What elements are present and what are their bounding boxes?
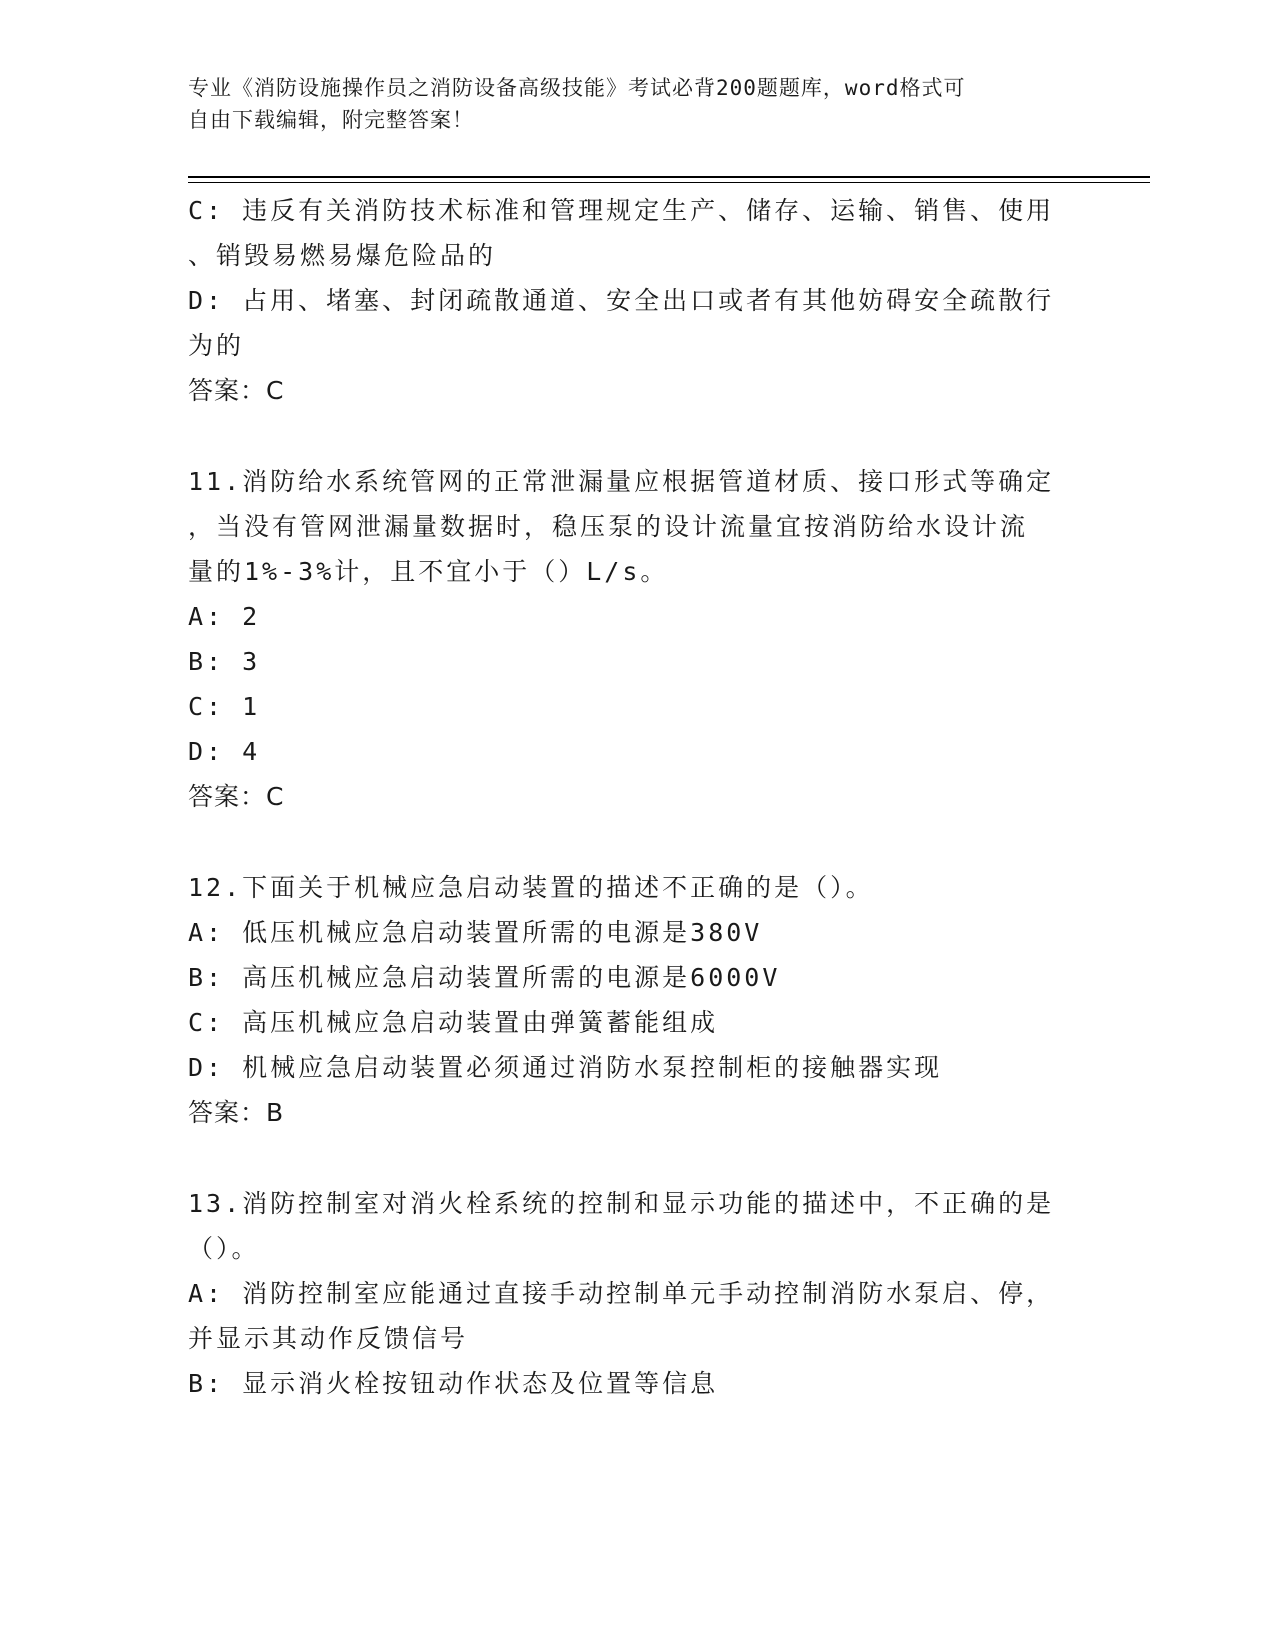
question-stem-line-2: （）。: [188, 1234, 260, 1263]
question-12: [188, 865, 1088, 1135]
option-c: C: 1: [188, 692, 261, 721]
question-stem-line-1: 11.消防给水系统管网的正常泄漏量应根据管道材质、接口形式等确定: [188, 467, 1055, 496]
option-a: A: 2: [188, 602, 261, 631]
question-stem-line-3: 量的1%-3%计，且不宜小于（）L/s。: [188, 557, 669, 586]
spacer: [188, 413, 1088, 459]
header-line-1: 专业《消防设施操作员之消防设备高级技能》考试必背200题题库，word格式可: [188, 76, 966, 100]
question-stem-line-1: 13.消防控制室对消火栓系统的控制和显示功能的描述中，不正确的是: [188, 1189, 1055, 1218]
document-header: [188, 72, 1068, 136]
header-line-2: 自由下载编辑，附完整答案！: [188, 108, 474, 132]
option-d: D: 机械应急启动装置必须通过消防水泵控制柜的接触器实现: [188, 1053, 943, 1082]
question-10: [188, 188, 1088, 413]
header-divider-thick: [188, 176, 1150, 178]
question-11: [188, 459, 1088, 819]
question-stem-line-1: 12.下面关于机械应急启动装置的描述不正确的是（）。: [188, 873, 874, 902]
option-a: A: 低压机械应急启动装置所需的电源是380V: [188, 918, 763, 947]
option-c: C: 高压机械应急启动装置由弹簧蓄能组成: [188, 1008, 719, 1037]
option-a-line-1: A: 消防控制室应能通过直接手动控制单元手动控制消防水泵启、停，: [188, 1279, 1055, 1308]
question-13: [188, 1181, 1088, 1406]
option-c-line-1: C: 违反有关消防技术标准和管理规定生产、储存、运输、销售、使用: [188, 196, 1055, 225]
option-d: D: 4: [188, 737, 261, 766]
answer: 答案：C: [188, 376, 285, 405]
option-c-line-2: 、销毁易燃易爆危险品的: [188, 241, 497, 270]
option-b: B: 高压机械应急启动装置所需的电源是6000V: [188, 963, 781, 992]
option-a-line-2: 并显示其动作反馈信号: [188, 1324, 469, 1353]
answer: 答案：B: [188, 1098, 285, 1127]
question-content: [188, 188, 1088, 1406]
option-d-line-2: 为的: [188, 331, 245, 360]
option-b: B: 显示消火栓按钮动作状态及位置等信息: [188, 1369, 719, 1398]
header-divider-thin: [188, 182, 1150, 183]
question-stem-line-2: ，当没有管网泄漏量数据时，稳压泵的设计流量宜按消防给水设计流: [188, 512, 1029, 541]
spacer: [188, 1135, 1088, 1181]
answer: 答案：C: [188, 782, 285, 811]
option-b: B: 3: [188, 647, 261, 676]
spacer: [188, 819, 1088, 865]
option-d-line-1: D: 占用、堵塞、封闭疏散通道、安全出口或者有其他妨碍安全疏散行: [188, 286, 1055, 315]
